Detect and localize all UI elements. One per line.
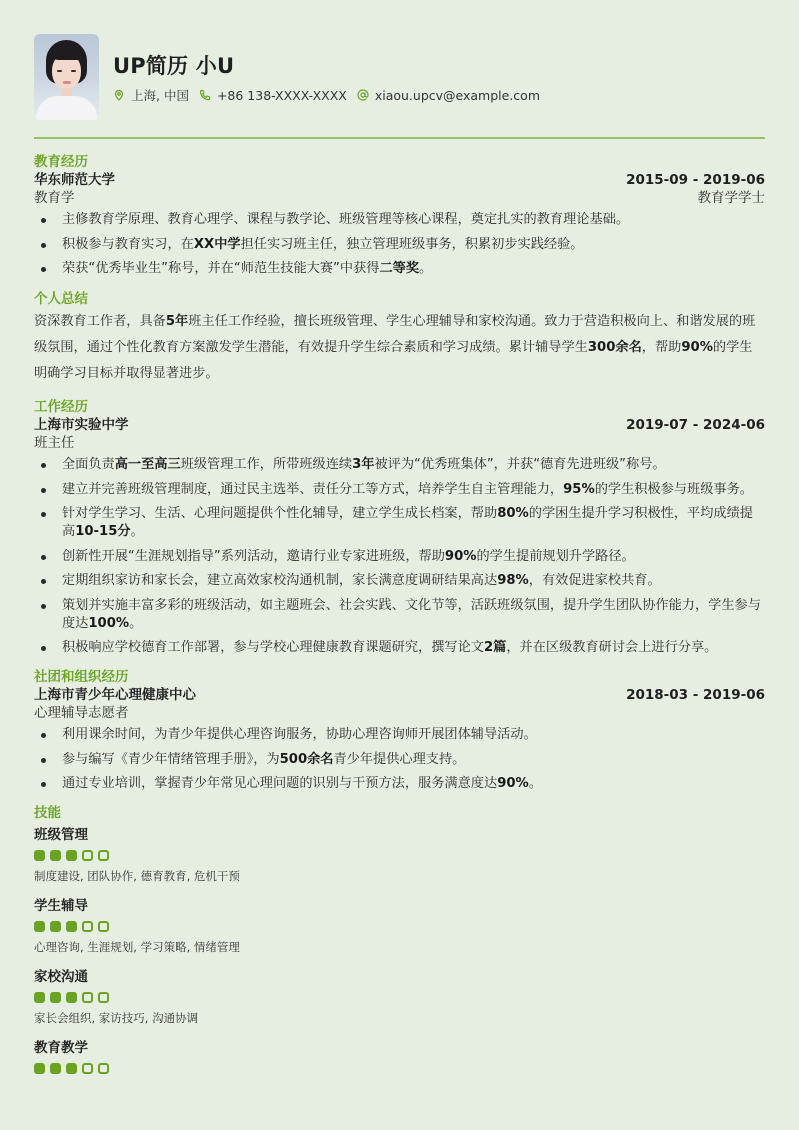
- section-title: 个人总结: [34, 291, 88, 307]
- work-bullets: [34, 456, 765, 657]
- empty-dot-icon: [98, 1063, 109, 1074]
- org-bullets: [34, 726, 765, 793]
- bullet-item: 定期组织家访和家长会，建立高效家校沟通机制，家长满意度调研结果高达98%，有效促进家校共育。: [34, 572, 765, 590]
- filled-dot-icon: [66, 921, 77, 932]
- skill-level-rating: [34, 992, 765, 1003]
- skill-tags: 制度建设, 团队协作, 德育教育, 危机干预: [34, 869, 240, 883]
- candidate-name: UP简历 小U: [113, 54, 235, 78]
- filled-dot-icon: [34, 921, 45, 932]
- empty-dot-icon: [82, 921, 93, 932]
- empty-dot-icon: [98, 992, 109, 1003]
- header-info: [113, 50, 550, 104]
- education-section: [34, 154, 765, 278]
- section-title: 社团和组织经历: [34, 669, 129, 685]
- org-name: 上海市青少年心理健康中心: [34, 687, 196, 703]
- filled-dot-icon: [66, 850, 77, 861]
- filled-dot-icon: [50, 850, 61, 861]
- school-name: 华东师范大学: [34, 172, 115, 188]
- section-title: 教育经历: [34, 154, 88, 170]
- filled-dot-icon: [50, 992, 61, 1003]
- email-text: xiaou.upcv@example.com: [374, 87, 541, 103]
- bullet-item: 积极参与教育实习，在XX中学担任实习班主任，独立管理班级事务，积累初步实践经验。: [34, 236, 765, 254]
- skill-name: 家校沟通: [34, 969, 88, 985]
- skill-item: [34, 968, 765, 1025]
- skill-tags: 心理咨询, 生涯规划, 学习策略, 情绪管理: [34, 940, 240, 954]
- contact-list: [113, 86, 550, 104]
- empty-dot-icon: [82, 992, 93, 1003]
- skills-section: [34, 805, 765, 1074]
- profile-photo: [34, 34, 99, 120]
- at-sign-icon: [357, 89, 369, 101]
- resume-header: [34, 34, 765, 120]
- company-name: 上海市实验中学: [34, 417, 129, 433]
- location-text: 上海, 中国: [131, 88, 189, 103]
- bullet-item: 针对学生学习、生活、心理问题提供个性化辅导，建立学生成长档案，帮助80%的学困生提升学习积极性，平均成绩提高10-15分。: [34, 505, 765, 541]
- education-date: 2015-09 - 2019-06: [626, 172, 765, 188]
- filled-dot-icon: [50, 921, 61, 932]
- empty-dot-icon: [82, 1063, 93, 1074]
- empty-dot-icon: [98, 850, 109, 861]
- skill-name: 班级管理: [34, 827, 88, 843]
- skills-list: [34, 826, 765, 1074]
- job-title: 班主任: [34, 435, 75, 451]
- skill-level-rating: [34, 921, 765, 932]
- filled-dot-icon: [34, 992, 45, 1003]
- contact-location: [113, 86, 189, 104]
- bullet-item: 策划并实施丰富多彩的班级活动，如主题班会、社会实践、文化节等，活跃班级氛围，提升学生团队协作能力，学生参与度达100%。: [34, 597, 765, 633]
- resume-page: [34, 34, 765, 1088]
- contact-phone[interactable]: [199, 88, 347, 103]
- section-title: 技能: [34, 805, 61, 821]
- section-title: 工作经历: [34, 399, 88, 415]
- org-role: 心理辅导志愿者: [34, 705, 129, 721]
- bullet-item: 创新性开展“生涯规划指导”系列活动，邀请行业专家进班级，帮助90%的学生提前规划升学路径。: [34, 548, 765, 566]
- skill-tags: 家长会组织, 家访技巧, 沟通协调: [34, 1011, 199, 1025]
- empty-dot-icon: [82, 850, 93, 861]
- skill-name: 教育教学: [34, 1040, 88, 1056]
- degree: 教育学学士: [697, 190, 765, 206]
- filled-dot-icon: [66, 992, 77, 1003]
- bullet-item: 通过专业培训，掌握青少年常见心理问题的识别与干预方法，服务满意度达90%。: [34, 775, 765, 793]
- skill-item: [34, 897, 765, 954]
- phone-icon: [199, 89, 211, 101]
- summary-text: 资深教育工作者，具备5年班主任工作经验，擅长班级管理、学生心理辅导和家校沟通。致力于营造积极向上、和谐发展的班级氛围，通过个性化教育方案激发学生潜能，有效提升学生综合素质和学习成绩。累计辅导学生300余名，帮助90%的学生明确学习目标并取得显著进步。: [34, 314, 756, 381]
- skill-name: 学生辅导: [34, 898, 88, 914]
- empty-dot-icon: [98, 921, 109, 932]
- bullet-item: 主修教育学原理、教育心理学、课程与教学论、班级管理等核心课程，奠定扎实的教育理论基础。: [34, 211, 765, 229]
- bullet-item: 参与编写《青少年情绪管理手册》，为500余名青少年提供心理支持。: [34, 751, 765, 769]
- work-section: [34, 399, 765, 657]
- skill-level-rating: [34, 1063, 765, 1074]
- filled-dot-icon: [66, 1063, 77, 1074]
- filled-dot-icon: [34, 1063, 45, 1074]
- bullet-item: 积极响应学校德育工作部署，参与学校心理健康教育课题研究，撰写论文2篇，并在区级教育研讨会上进行分享。: [34, 639, 765, 657]
- skill-item: [34, 826, 765, 883]
- org-section: [34, 669, 765, 793]
- phone-text: +86 138-XXXX-XXXX: [216, 87, 347, 103]
- bullet-item: 荣获“优秀毕业生”称号，并在“师范生技能大赛”中获得二等奖。: [34, 260, 765, 278]
- major: 教育学: [34, 190, 75, 206]
- map-pin-icon: [113, 89, 125, 101]
- header-divider: [34, 137, 765, 139]
- work-date: 2019-07 - 2024-06: [626, 417, 765, 433]
- skill-level-rating: [34, 850, 765, 861]
- bullet-item: 建立并完善班级管理制度，通过民主选举、责任分工等方式，培养学生自主管理能力，95%的学生积极参与班级事务。: [34, 481, 765, 499]
- skill-item: [34, 1039, 765, 1074]
- bullet-item: 利用课余时间，为青少年提供心理咨询服务，协助心理咨询师开展团体辅导活动。: [34, 726, 765, 744]
- summary-section: [34, 291, 765, 387]
- bullet-item: 全面负责高一至高三班级管理工作，所带班级连续3年被评为“优秀班集体”，并获“德育先进班级”称号。: [34, 456, 765, 474]
- contact-email[interactable]: [357, 88, 540, 103]
- filled-dot-icon: [50, 1063, 61, 1074]
- education-bullets: [34, 211, 765, 278]
- org-date: 2018-03 - 2019-06: [626, 687, 765, 703]
- filled-dot-icon: [34, 850, 45, 861]
